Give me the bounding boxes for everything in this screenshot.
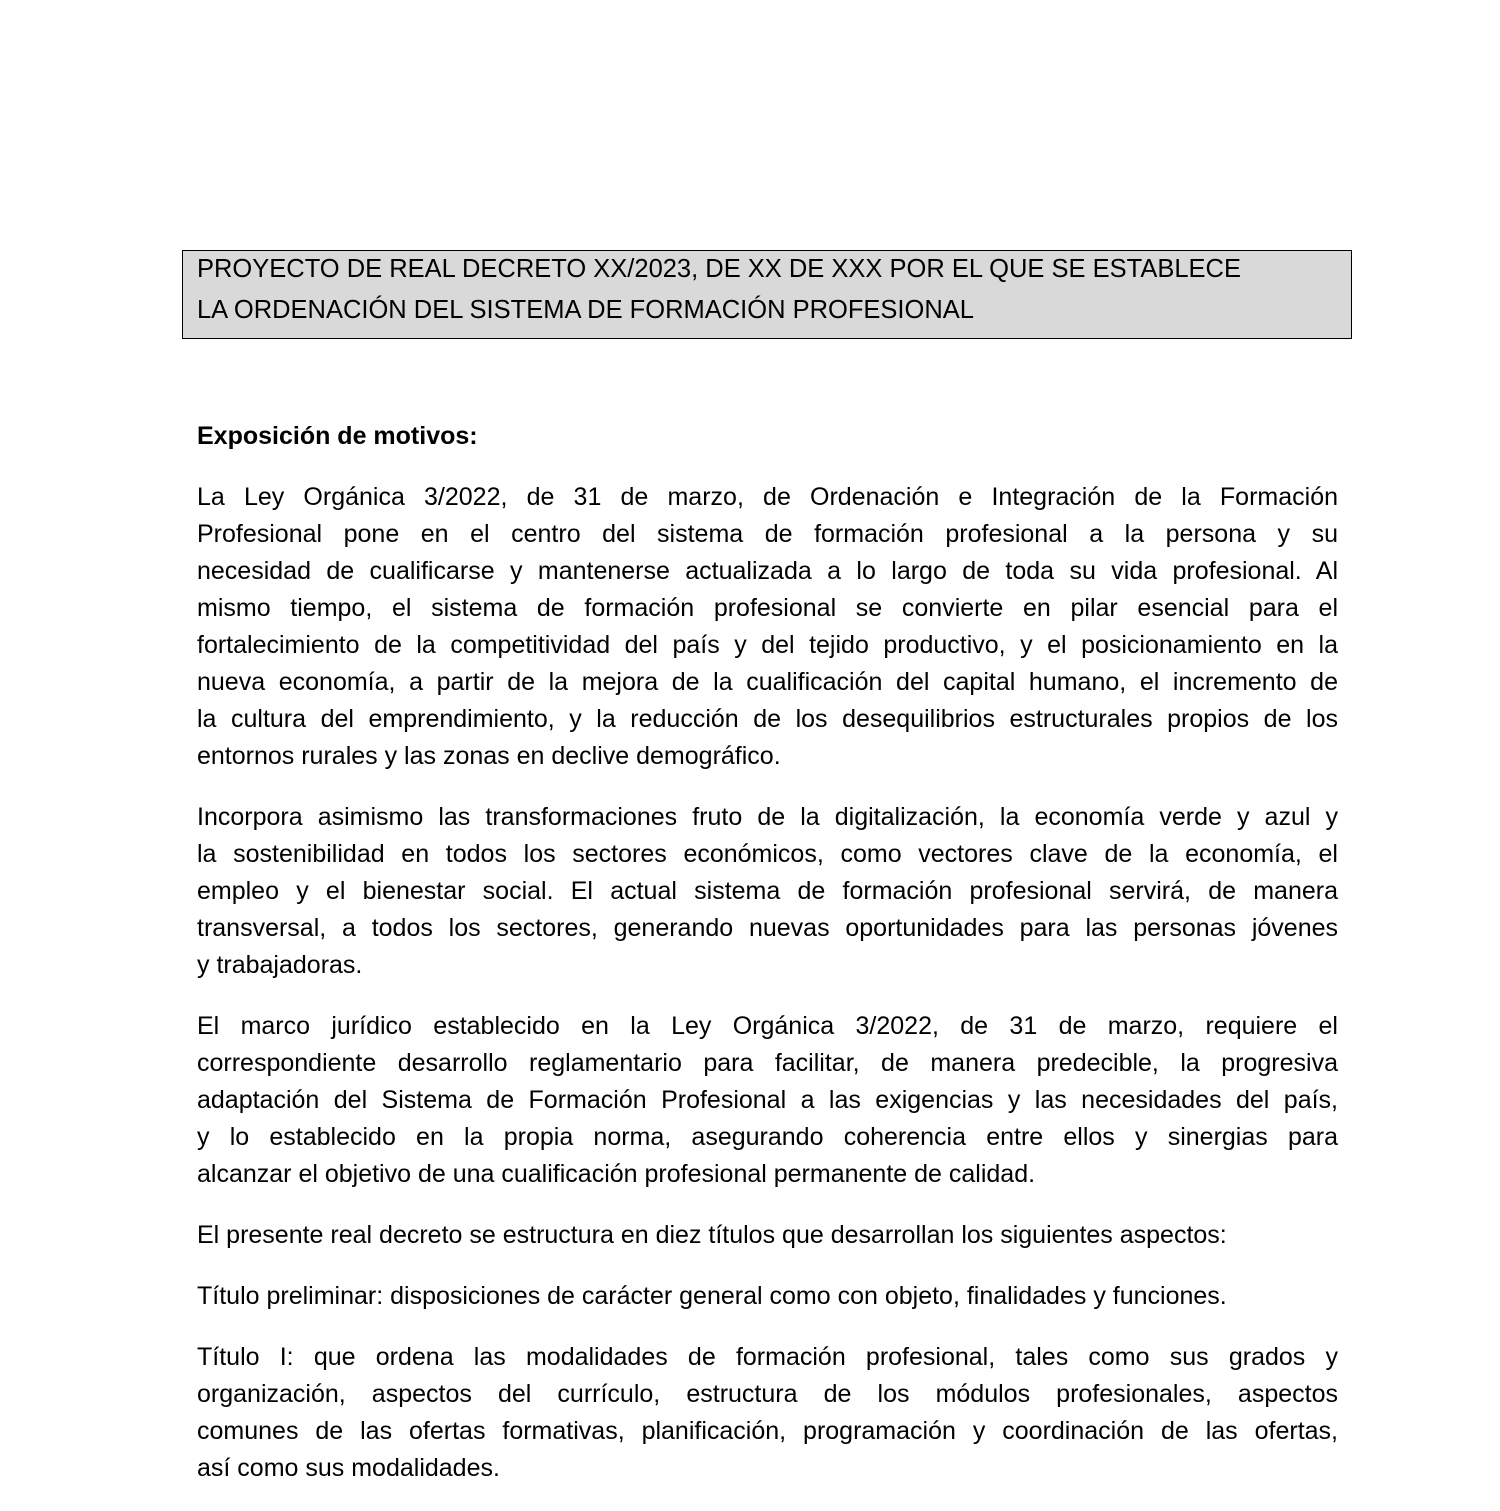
paragraph-line: transversal, a todos los sectores, generando nuevas oportunidades para las personas jóvenes (197, 914, 1338, 942)
paragraph-line: la cultura del emprendimiento, y la reducción de los desequilibrios estructurales propios de los (197, 705, 1338, 733)
paragraph (197, 799, 1338, 984)
title-line-2: LA ORDENACIÓN DEL SISTEMA DE FORMACIÓN PROFESIONAL (197, 296, 974, 324)
paragraph-line: así como sus modalidades. (197, 1454, 500, 1482)
paragraph-line: entornos rurales y las zonas en declive demográfico. (197, 742, 781, 770)
paragraph-line: El presente real decreto se estructura en diez títulos que desarrollan los siguientes aspectos: (197, 1221, 1227, 1249)
paragraph-line: mismo tiempo, el sistema de formación profesional se convierte en pilar esencial para el (197, 594, 1338, 622)
paragraph-line: correspondiente desarrollo reglamentario para facilitar, de manera predecible, la progresiva (197, 1049, 1338, 1077)
document-title-box (182, 250, 1352, 339)
title-line-1: PROYECTO DE REAL DECRETO XX/2023, DE XX DE XXX POR EL QUE SE ESTABLECE (197, 255, 1241, 283)
document-body (197, 418, 1338, 1511)
paragraph (197, 1339, 1338, 1487)
paragraphs (197, 479, 1338, 1487)
paragraph-line: El marco jurídico establecido en la Ley Orgánica 3/2022, de 31 de marzo, requiere el (197, 1012, 1338, 1040)
paragraph-line: nueva economía, a partir de la mejora de la cualificación del capital humano, el incremento de (197, 668, 1338, 696)
paragraph-line: y lo establecido en la propia norma, asegurando coherencia entre ellos y sinergias para (197, 1123, 1338, 1151)
paragraph-line: Profesional pone en el centro del sistema de formación profesional a la persona y su (197, 520, 1338, 548)
paragraph-line: empleo y el bienestar social. El actual sistema de formación profesional servirá, de manera (197, 877, 1338, 905)
paragraph-line: comunes de las ofertas formativas, planificación, programación y coordinación de las ofertas, (197, 1417, 1338, 1445)
paragraph-line: y trabajadoras. (197, 951, 363, 979)
paragraph-line: Incorpora asimismo las transformaciones fruto de la digitalización, la economía verde y azul y (197, 803, 1338, 831)
paragraph (197, 479, 1338, 775)
paragraph-line: adaptación del Sistema de Formación Profesional a las exigencias y las necesidades del país, (197, 1086, 1338, 1114)
paragraph-line: fortalecimiento de la competitividad del país y del tejido productivo, y el posicionamiento en la (197, 631, 1338, 659)
paragraph (197, 1217, 1338, 1254)
paragraph (197, 1008, 1338, 1193)
paragraph-line: necesidad de cualificarse y mantenerse actualizada a lo largo de toda su vida profesional. Al (197, 557, 1338, 585)
paragraph-line: La Ley Orgánica 3/2022, de 31 de marzo, de Ordenación e Integración de la Formación (197, 483, 1338, 511)
paragraph-line: organización, aspectos del currículo, estructura de los módulos profesionales, aspectos (197, 1380, 1338, 1408)
paragraph-line: Título preliminar: disposiciones de carácter general como con objeto, finalidades y funciones. (197, 1282, 1227, 1310)
paragraph (197, 1278, 1338, 1315)
paragraph-line: alcanzar el objetivo de una cualificación profesional permanente de calidad. (197, 1160, 1036, 1188)
paragraph-line: Título I: que ordena las modalidades de formación profesional, tales como sus grados y (197, 1343, 1338, 1371)
section-heading: Exposición de motivos: (197, 422, 478, 450)
paragraph-line: la sostenibilidad en todos los sectores económicos, como vectores clave de la economía, el (197, 840, 1338, 868)
